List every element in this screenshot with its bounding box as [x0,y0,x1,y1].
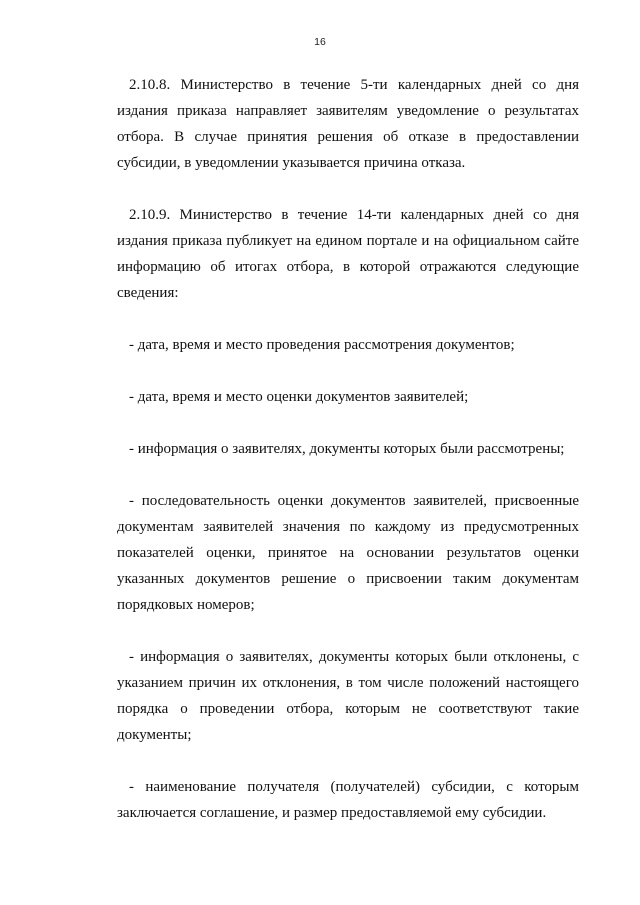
list-item-evaluation-sequence: - последовательность оценки документов заявителей, присвоенные документам заявителей значения по каждому из предусмотренных показателей оценки, принятое на основании результатов оценки указанных документов решение о присвоении таким документам порядковых номеров; [117,493,579,613]
list-item-rejected-applicants: - информация о заявителях, документы которых были отклонены, с указанием причин их отклонения, в том числе положений настоящего порядка о проведении отбора, которым не соответствуют такие документы; [117,649,579,743]
list-item-subsidy-recipient: - наименование получателя (получателей) субсидии, с которым заключается соглашение, и размер предоставляемой ему субсидии. [117,779,579,821]
list-item-review-date: - дата, время и место проведения рассмотрения документов; [129,337,515,353]
document-body [117,72,579,826]
page-number: 16 [314,36,326,48]
list-item-reviewed-applicants: - информация о заявителях, документы которых были рассмотрены; [129,441,565,457]
paragraph-2-10-8: 2.10.8. Министерство в течение 5-ти календарных дней со дня издания приказа направляет заявителям уведомление о результатах отбора. В случае принятия решения об отказе в предоставлении субсидии, в уведомлении указывается причина отказа. [117,77,579,171]
paragraph-2-10-9: 2.10.9. Министерство в течение 14-ти календарных дней со дня издания приказа публикует на едином портале и на официальном сайте информацию об итогах отбора, в которой отражаются следующие сведения: [117,207,579,301]
list-item-evaluation-date: - дата, время и место оценки документов заявителей; [129,389,469,405]
